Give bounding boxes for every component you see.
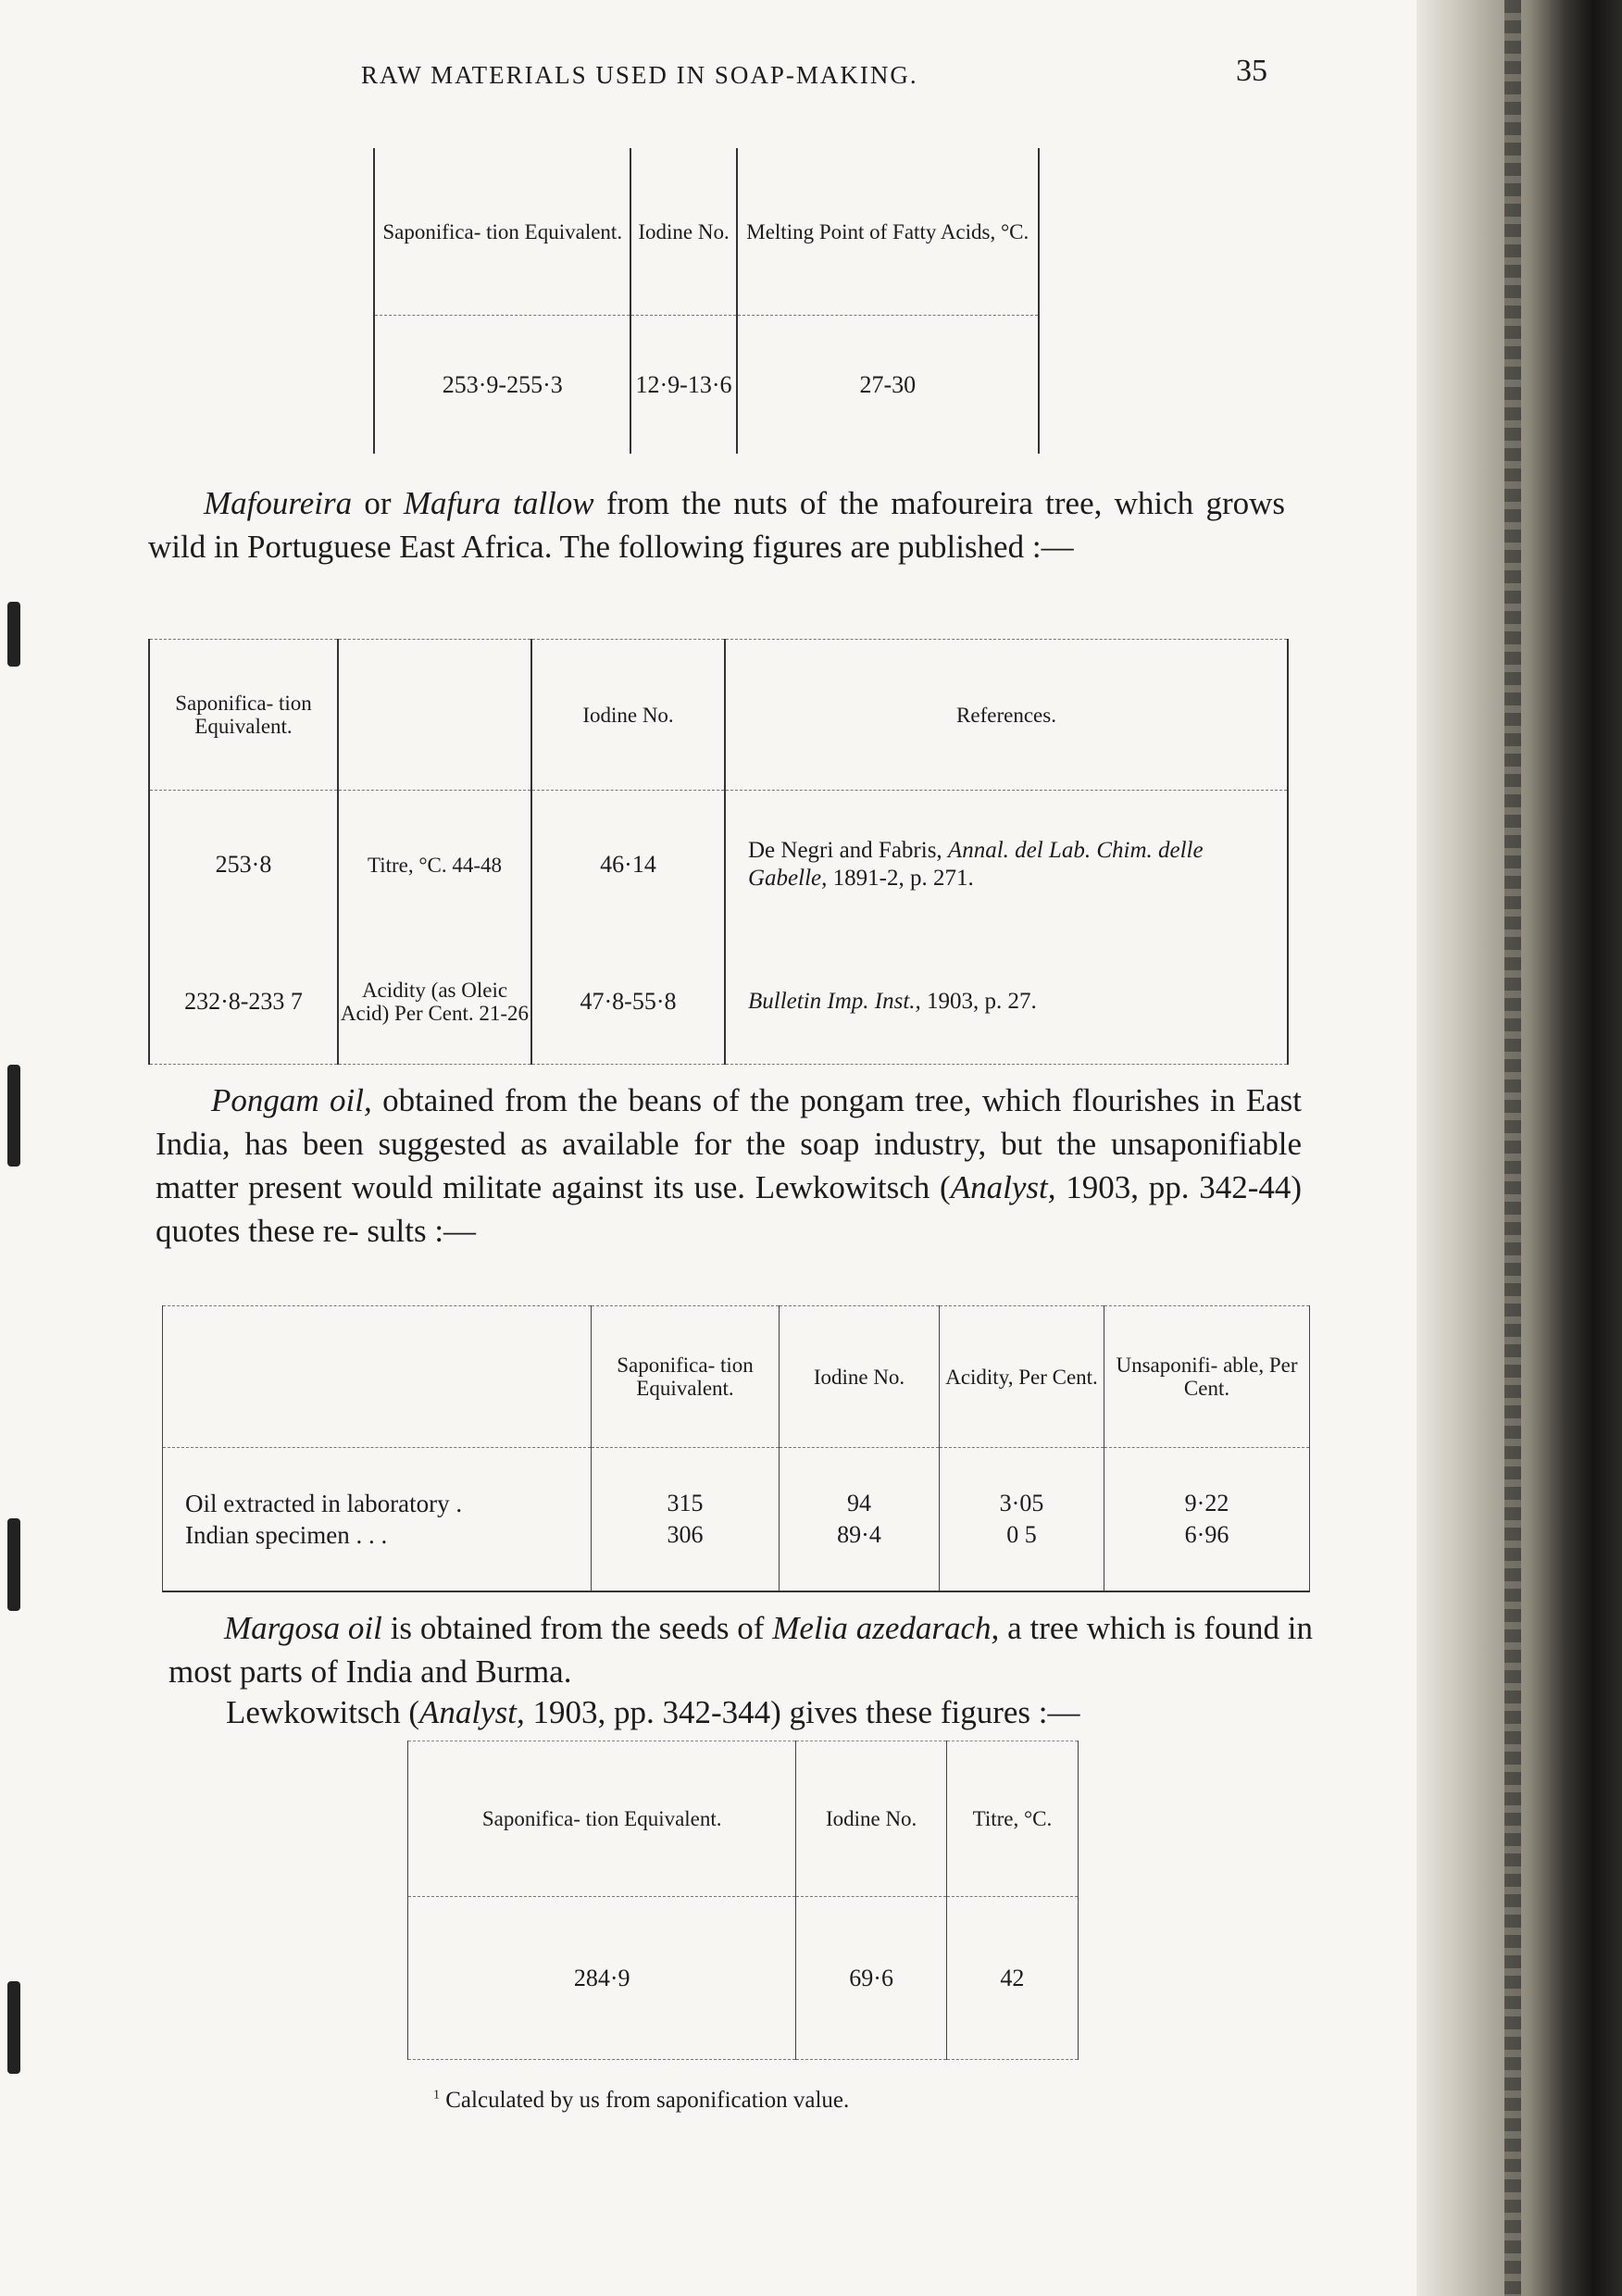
row-label: Oil extracted in laboratory . (185, 1490, 463, 1517)
table-cell: 232·8-233 7 (149, 939, 338, 1064)
column-header: Saponifica- tion Equivalent. (149, 640, 338, 791)
table-header-row (374, 148, 1039, 316)
page-number: 35 (1236, 54, 1267, 88)
row-label: Indian specimen . . . (185, 1521, 388, 1549)
text-run: 1891-2, p. 271. (827, 866, 974, 892)
reference-cell (725, 939, 1288, 1064)
table-cell: 47·8-55·8 (531, 939, 725, 1064)
table-row (374, 316, 1039, 455)
table-cell: 69·6 (796, 1897, 946, 2060)
column-header: Saponifica- tion Equivalent. (374, 148, 630, 316)
footnote-text: Calculated by us from saponification value. (440, 2088, 850, 2113)
paragraph-lewkowitsch (226, 1691, 1318, 1734)
cell-value: 3·05 (999, 1490, 1044, 1516)
text-run: 1903, pp. 342-344) gives these figures :— (524, 1694, 1080, 1730)
paragraph-margosa-oil (168, 1606, 1313, 1693)
paragraph-pongam-oil (156, 1079, 1302, 1253)
cell-value: 94 (847, 1490, 871, 1516)
column-header: Titre, °C. (946, 1741, 1078, 1897)
italic-term: Analyst, (950, 1169, 1056, 1205)
table-pongam-oil (162, 1305, 1310, 1592)
table-mafoureira (148, 639, 1289, 1065)
footnote-mark: 1 (433, 2088, 440, 2103)
table-header-row (408, 1741, 1079, 1897)
cell-value: 0 5 (1006, 1521, 1037, 1548)
text-run: Lewkowitsch ( (226, 1694, 419, 1730)
table-fatty-acids-summary (373, 148, 1040, 454)
table-cell: 253·8 (149, 791, 338, 940)
column-header: Saponifica- tion Equivalent. (592, 1306, 780, 1448)
table-header-row (163, 1306, 1310, 1448)
text-run: from the nuts of the mafoureira tree, which grows wild in Portuguese East Africa. The following figures are published :— (148, 485, 1285, 565)
italic-term: Mafoureira (204, 485, 353, 521)
binding-shadow (1504, 0, 1521, 2296)
column-header: Acidity, Per Cent. (940, 1306, 1104, 1448)
table-cell: Titre, °C. 44-48 (338, 791, 531, 940)
column-header (163, 1306, 592, 1448)
table-cell: 284·9 (408, 1897, 796, 2060)
table-margosa-oil (407, 1741, 1079, 2060)
text-run: obtained from the beans of the pongam tree, which flourishes in East India, has been suggested as available for the soap industry, but the unsaponifiable matter present would militate against its use. Lewkowitsch ( (156, 1082, 1302, 1205)
italic-term: Analyst, (418, 1694, 525, 1730)
scan-artifact-mark (7, 1065, 20, 1167)
scan-artifact-mark (7, 602, 20, 667)
table-cell: 12·9-13·6 (630, 316, 736, 455)
scan-artifact-mark (7, 1518, 20, 1611)
column-header: Iodine No. (780, 1306, 940, 1448)
column-header: Iodine No. (630, 148, 736, 316)
column-header (338, 640, 531, 791)
italic-term: Margosa oil (224, 1610, 382, 1646)
column-header: Unsaponifi- able, Per Cent. (1104, 1306, 1310, 1448)
table-cell: 253·9-255·3 (374, 316, 630, 455)
running-title: RAW MATERIALS USED IN SOAP-MAKING. (361, 61, 918, 89)
table-cell (592, 1448, 780, 1592)
reference-cell (725, 791, 1288, 940)
cell-value: 6·96 (1184, 1521, 1229, 1548)
table-cell (1104, 1448, 1310, 1592)
italic-term: Annal. del Lab. Chim. delle Gabelle, (748, 838, 1204, 892)
italic-term: Melia azedarach, (772, 1610, 1000, 1646)
table-row (149, 791, 1288, 940)
table-row (149, 939, 1288, 1064)
table-cell: Acidity (as Oleic Acid) Per Cent. 21-26 (338, 939, 531, 1064)
scan-artifact-mark (7, 1981, 20, 2074)
text-run: 1903, pp. 342-44) quotes these re- sults :— (156, 1169, 1303, 1249)
cell-value: 315 (667, 1490, 704, 1516)
table-cell: 42 (946, 1897, 1078, 2060)
text-run: 1903, p. 27. (920, 988, 1037, 1014)
table-cell (163, 1448, 592, 1592)
table-cell: 27-30 (737, 316, 1039, 455)
column-header: Saponifica- tion Equivalent. (408, 1741, 796, 1897)
column-header: Melting Point of Fatty Acids, °C. (737, 148, 1039, 316)
text-run: or (352, 485, 404, 521)
italic-term: Pongam oil, (211, 1082, 372, 1118)
footnote (433, 2088, 849, 2114)
italic-term: Mafura tallow (403, 485, 594, 521)
table-header-row (149, 640, 1288, 791)
text-run: De Negri and Fabris, (748, 838, 948, 864)
column-header: Iodine No. (796, 1741, 946, 1897)
table-row (408, 1897, 1079, 2060)
paragraph-mafoureira (148, 481, 1285, 568)
cell-value: 9·22 (1184, 1490, 1229, 1516)
italic-term: Bulletin Imp. Inst., (748, 988, 921, 1014)
column-header: Iodine No. (531, 640, 725, 791)
table-cell (780, 1448, 940, 1592)
table-cell (940, 1448, 1104, 1592)
column-header: References. (725, 640, 1288, 791)
table-cell: 46·14 (531, 791, 725, 940)
cell-value: 89·4 (837, 1521, 881, 1548)
text-run: is obtained from the seeds of (381, 1610, 773, 1646)
cell-value: 306 (667, 1521, 704, 1548)
text-run: a tree which is found in most parts of India and Burma. (168, 1610, 1314, 1690)
table-row (163, 1448, 1310, 1592)
